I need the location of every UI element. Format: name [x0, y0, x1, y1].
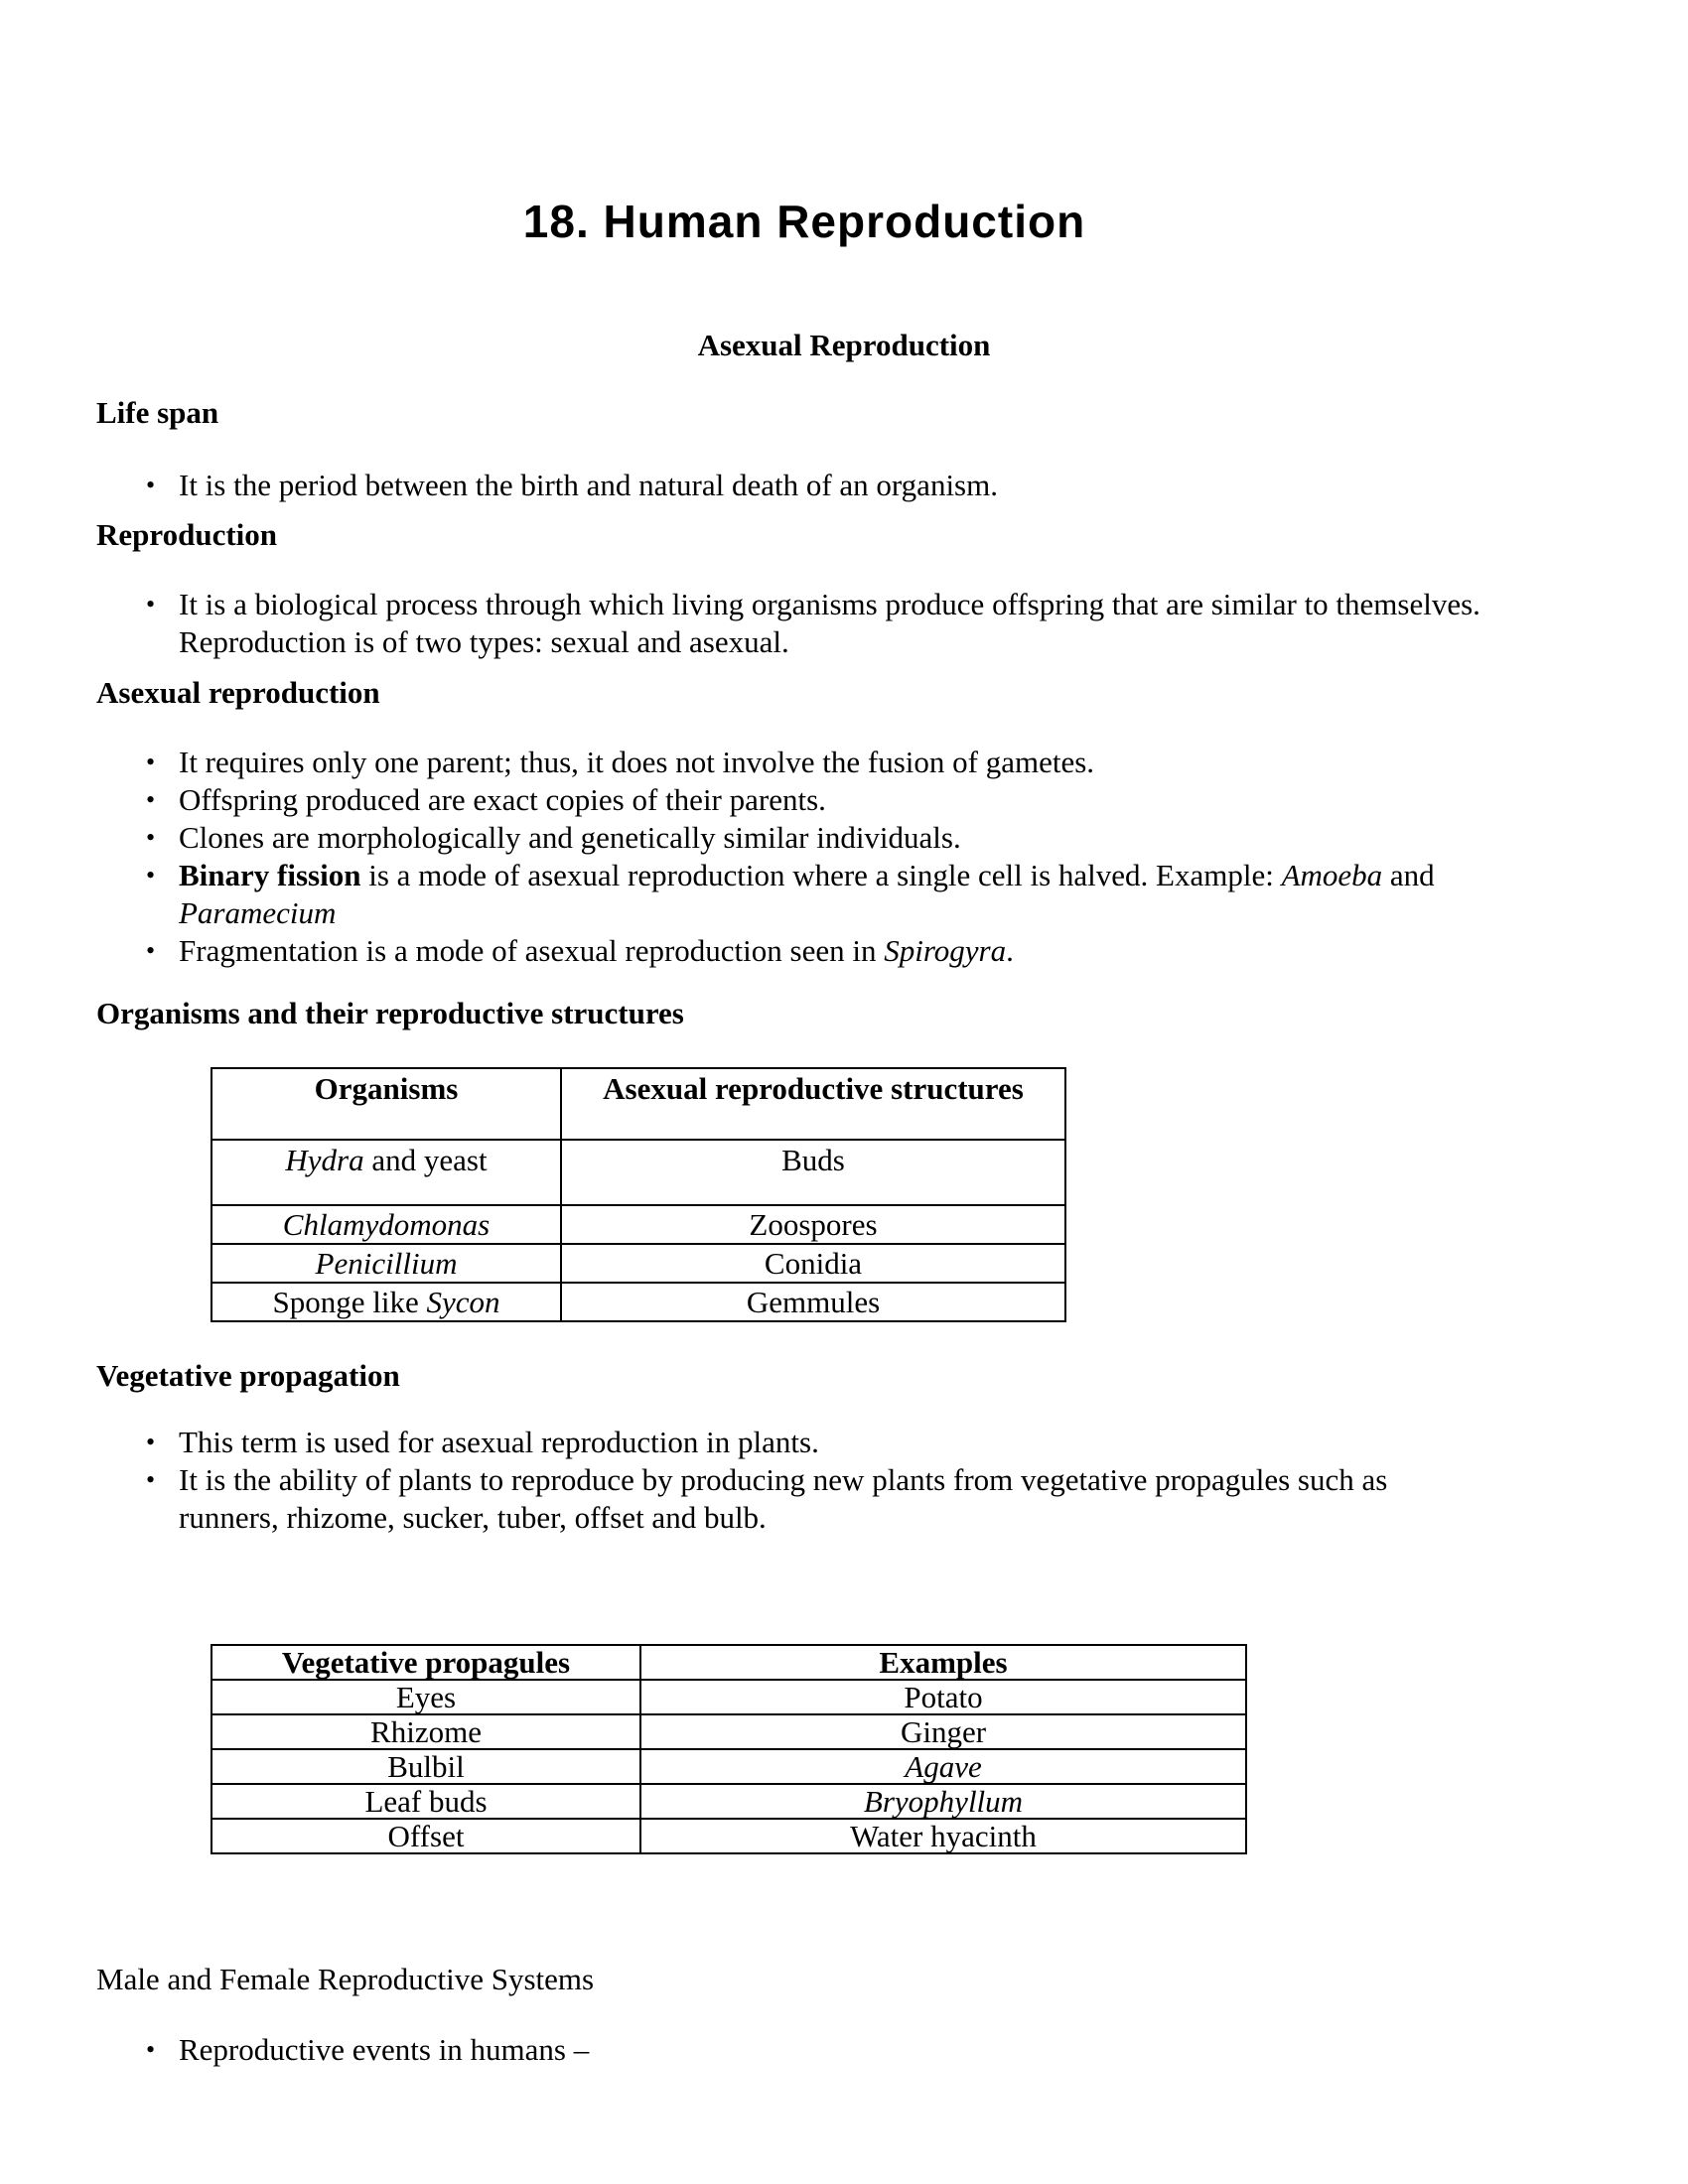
table-cell: Conidia: [561, 1244, 1065, 1283]
bullet-icon: •: [146, 1428, 156, 1456]
table-cell: Agave: [640, 1749, 1246, 1784]
male-female-heading: Male and Female Reproductive Systems: [96, 1962, 595, 1996]
list-item: • It is a biological process through which living organisms produce offspring that are similar to themselves. Reproduction is of two types: sexual and asexual.: [146, 587, 1480, 659]
list-item: • Fragmentation is a mode of asexual reproduction seen in Spirogyra.: [146, 933, 1014, 968]
bullet-icon: •: [146, 2035, 156, 2064]
list-item: • Clones are morphologically and genetically similar individuals.: [146, 820, 961, 855]
table-cell: Ginger: [640, 1714, 1246, 1749]
table-header-row: [211, 1068, 1065, 1140]
list-item: • It requires only one parent; thus, it does not involve the fusion of gametes.: [146, 745, 1095, 779]
list-item: • It is the ability of plants to reproduce by producing new plants from vegetative propagules such as runners, rhizome, sucker, tuber, offset and bulb.: [146, 1462, 1388, 1535]
list-item: • Reproductive events in humans –: [146, 2032, 590, 2067]
section-heading: Asexual Reproduction: [697, 328, 991, 362]
table-cell: Gemmules: [561, 1283, 1065, 1321]
reproduction-heading: Reproduction: [96, 517, 278, 552]
table-row: [211, 1244, 1065, 1283]
bullet-icon: •: [146, 936, 156, 965]
list-item: • It is the period between the birth and natural death of an organism.: [146, 468, 998, 502]
propagules-table: [211, 1644, 1247, 1854]
table-row: [211, 1749, 1246, 1784]
table-cell: Penicillium: [211, 1244, 561, 1283]
table-row: [211, 1714, 1246, 1749]
table-cell: Zoospores: [561, 1205, 1065, 1244]
organisms-table: [211, 1067, 1066, 1322]
table-header: Vegetative propagules: [211, 1645, 640, 1680]
table-row: [211, 1205, 1065, 1244]
table-cell: Water hyacinth: [640, 1819, 1246, 1853]
table-cell: Rhizome: [211, 1714, 640, 1749]
life-span-heading: Life span: [96, 395, 219, 430]
vegetative-heading: Vegetative propagation: [96, 1358, 400, 1393]
table-cell: Sponge like Sycon: [211, 1283, 561, 1321]
asexual-list: [96, 744, 1606, 970]
list-item: • Offspring produced are exact copies of their parents.: [146, 782, 826, 817]
page-title: 18. Human Reproduction: [522, 196, 1086, 247]
bullet-icon: •: [146, 1465, 156, 1494]
table-row: [211, 1283, 1065, 1321]
table-header: Asexual reproductive structures: [561, 1068, 1065, 1140]
male-female-list: [96, 2031, 1606, 2069]
table-row: [211, 1140, 1065, 1205]
table-header-row: [211, 1645, 1246, 1680]
table-cell: Buds: [561, 1140, 1065, 1205]
table-cell: Leaf buds: [211, 1784, 640, 1819]
table-header: Organisms: [211, 1068, 561, 1140]
table-header: Examples: [640, 1645, 1246, 1680]
bullet-icon: •: [146, 823, 156, 852]
table-cell: Bryophyllum: [640, 1784, 1246, 1819]
table-cell: Offset: [211, 1819, 640, 1853]
bullet-icon: •: [146, 785, 156, 814]
table-cell: Hydra and yeast: [211, 1140, 561, 1205]
bullet-icon: •: [146, 590, 156, 618]
list-item: • This term is used for asexual reproduction in plants.: [146, 1425, 819, 1459]
reproduction-list: [96, 586, 1606, 661]
table-cell: Chlamydomonas: [211, 1205, 561, 1244]
bullet-icon: •: [146, 861, 156, 889]
table-row: [211, 1680, 1246, 1714]
vegetative-list: [96, 1424, 1606, 1537]
table-cell: Eyes: [211, 1680, 640, 1714]
organisms-heading: Organisms and their reproductive structures: [96, 996, 684, 1030]
bullet-icon: •: [146, 748, 156, 776]
table-cell: Bulbil: [211, 1749, 640, 1784]
table-cell: Potato: [640, 1680, 1246, 1714]
table-row: [211, 1784, 1246, 1819]
asexual-heading: Asexual reproduction: [96, 675, 380, 710]
list-item: • Binary fission is a mode of asexual reproduction where a single cell is halved. Example: Amoeba and Paramecium: [146, 858, 1435, 930]
table-row: [211, 1819, 1246, 1853]
life-span-list: [96, 467, 1606, 504]
bullet-icon: •: [146, 471, 156, 499]
